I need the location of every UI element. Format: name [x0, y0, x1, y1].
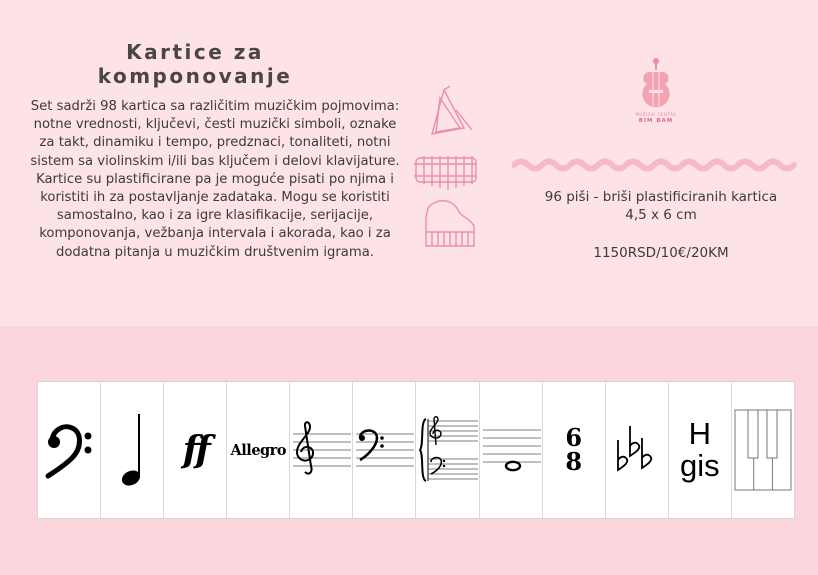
allegro-tempo: Allegro: [230, 441, 286, 459]
page-title: [60, 40, 330, 88]
time-signature-top: 6: [565, 423, 583, 452]
note-names: [680, 418, 720, 482]
card-keyboard: [732, 382, 794, 518]
card-bass-staff: [353, 382, 416, 518]
bass-clef-icon: [42, 420, 96, 480]
note-h: H: [688, 416, 712, 451]
grand-staff-icon: [418, 415, 478, 485]
quarter-note-icon: [117, 410, 147, 490]
card-time-signature: [543, 382, 606, 518]
product-count: 96 piši - briši plastificiranih kartica: [544, 189, 778, 205]
title-line-2: komponovanje: [97, 64, 293, 88]
card-flats: [606, 382, 669, 518]
card-whole-note: [480, 382, 543, 518]
card-grand-staff: [416, 382, 479, 518]
wave-divider: [512, 156, 798, 174]
note-gis: gis: [680, 448, 720, 483]
card-note-names: [669, 382, 732, 518]
card-ff: [164, 382, 227, 518]
bass-staff-icon: [354, 420, 414, 480]
card-treble-staff: [290, 382, 353, 518]
time-signature-bottom: 8: [565, 447, 583, 476]
ff-dynamic: ff: [182, 429, 208, 471]
flats-icon: [612, 420, 662, 480]
card-allegro: [227, 382, 290, 518]
card-strip: [37, 381, 795, 519]
title-line-1: Kartice za: [126, 40, 264, 64]
keyboard-icon: [734, 409, 792, 491]
instrument-illustrations: [410, 86, 485, 256]
triangle-icon: [432, 86, 472, 134]
logo-name: BIM BAM: [638, 118, 674, 124]
card-bass-clef: [38, 382, 101, 518]
whole-note-staff-icon: [481, 420, 541, 480]
description: Set sadrži 98 kartica sa različitim muzičkim pojmovima: notne vrednosti, ključevi, česti muzički simboli, oznake za takt, dinamiku i tempo, predznaci, tonaliteti, notni sistem sa violinskim i/ili bas ključem i delovi klavijature. Kartice su plastificirane pa je moguće pisati po njima i koristiti ih za postavljanje zadataka. Mogu se koristiti samostalno, kao i za igre klasifikacije, serijacije, komponovanja, vežbanja intervala i akorada, kao i za dodatna pitanja u muzičkim društvenim igrama.: [30, 99, 400, 260]
product-price: 1150RSD/10€/20KM: [593, 245, 729, 261]
product-size: 4,5 x 6 cm: [625, 207, 697, 223]
piano-icon: [426, 201, 474, 246]
xylophone-icon: [414, 156, 476, 190]
product-info: [520, 188, 802, 224]
time-signature: [565, 423, 583, 476]
logo-top-text: MUZIČKI CENTAR: [635, 112, 677, 117]
card-quarter-note: [101, 382, 164, 518]
violin-logo-icon: [635, 56, 677, 112]
treble-staff-icon: [291, 420, 351, 480]
